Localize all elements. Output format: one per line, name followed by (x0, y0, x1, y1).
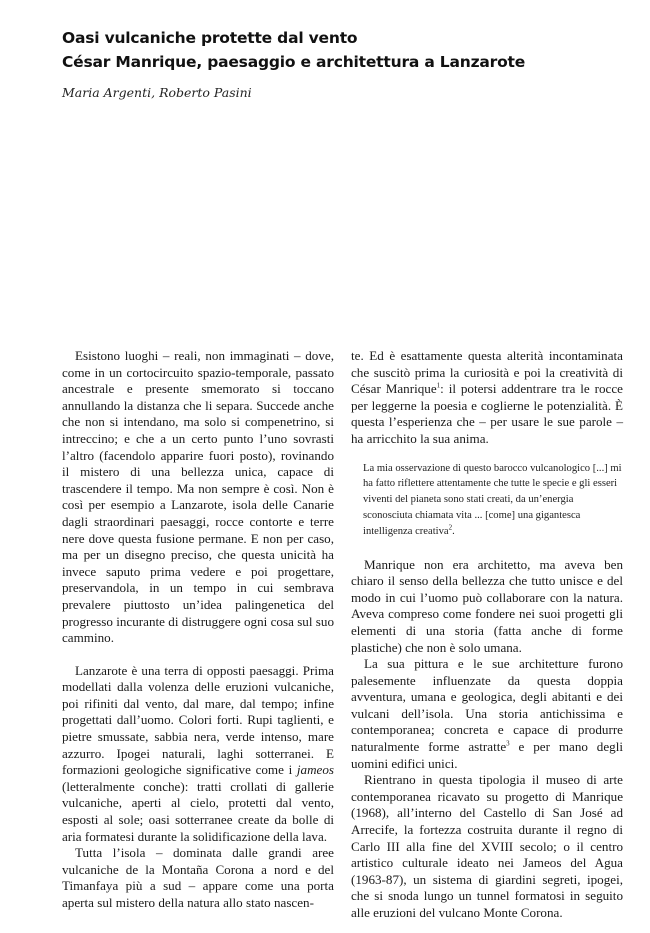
paragraph: Manrique non era architetto, ma aveva ben chiaro il senso della bellezza che tutto unisce e del modo in cui l’uomo può collaborare con la natura. Aveva compreso come fondere nei suoi progetti gli elementi di una storia (fatta anche di forme plastiche) che non è solo umana. (351, 556, 623, 655)
right-column (351, 348, 623, 922)
title-line-2: César Manrique, paesaggio e architettura a Lanzarote (62, 53, 526, 71)
block-quote: La mia osservazione di questo barocco vulcanologico [...] mi ha fatto riflettere attentamente che tutte le specie e gli esseri viventi del pianeta sono stati creati, da un’energia sconosciuta chiamata vita ... [come] una gigantesca intelligenza creativa$^2$. (363, 462, 622, 537)
paragraph: te. Ed è esattamente questa alterità incontaminata che suscitò prima la curiosità e poi la creatività di César Manrique$^1$: il potersi addentrare tra le rocce per leggerne la poesia e coglierne le potenzialità. È questa l’esperienza che – per usare le sue parole – ha arricchito la sua anima. (351, 348, 623, 446)
paragraph: Lanzarote è una terra di opposti paesaggi. Prima modellati dalla volenza delle eruzioni vulcaniche, poi rifiniti dal vento, dal mare, dal tempo; infine progettati dall’uomo. Colori forti. Rupi taglienti, e pietre smussate, sabbia nera, verde intenso, mare azzurro. Ipogei naturali, laghi sotterranei. E formazioni geologiche significative come i jameos (letteralmente conche): tratti crollati di gallerie vulcaniche, aperti al cielo, protetti dal vento, esposti al sole; oasi sotterranee create da bolle di aria formatesi durante la solidificazione della lava. (62, 662, 334, 844)
authors: Maria Argenti, Roberto Pasini (62, 85, 252, 100)
paragraph: Tutta l’isola – dominata dalle grandi aree vulcaniche de la Montaña Corona a nord e del Timanfaya più a sud – appare come una porta aperta sul mistero della natura allo stato nascen- (62, 845, 334, 910)
paragraph: Esistono luoghi – reali, non immaginati – dove, come in un cortocircuito spazio-temporale, passato ancestrale e presente smemorato si toccano annullando la distanza che li separa. Succede anche che non si intendano, ma solo si compenetrino, si intreccino; e che a un certo punto l’uno sovrasti l’altro (facendolo apparire fuori posto), rovinando il mistero di una bellezza unica, capace di trascendere il tempo. Ma non sempre è così. Non è così per esempio a Lanzarote, isola delle Canarie dagli straordinari paesaggi, rocce contorte e terre nere dove questa fusione permane. E non per caso, ma per un disegno preciso, che questa unicità ha invece saputo prima vedere e poi progettare, preservandola, in un tempo in cui sembrava prevalere piuttosto un’idea palingenetica del progresso incurante di distruggere ogni cosa sul suo cammino. (62, 348, 334, 646)
paragraph: Rientrano in questa tipologia il museo di arte contemporanea ricavato su progetto di Manrique (1968), all’interno del Castello di San José ad Arrecife, la fortezza costruita durante il regno di Carlo III alla fine del XVIII secolo; o il centro artistico culturale ideato nei Jameos del Agua (1963-87), un sistema di giardini segreti, ipogei, che si snoda lungo un tunnel formatosi in seguito alle eruzioni del vulcano Monte Corona. (351, 772, 623, 921)
footnote-ref[interactable]: 1 (436, 381, 441, 390)
footnote-ref[interactable]: 2 (448, 523, 453, 532)
article-header (62, 26, 622, 100)
article-title (62, 26, 622, 74)
left-column (62, 348, 334, 912)
paragraph: La sua pittura e le sue architetture furono palesemente influenzate da questa doppia avventura, umana e geologica, degli abitanti e dei vulcani dell’isola. Una storia antichissima e contemporanea; concreta e capace di produrre naturalmente forme astratte$^3$ e per mano degli uomini edifici unici. (351, 656, 623, 771)
footnote-ref[interactable]: 3 (506, 739, 510, 748)
italic-term: jameos (296, 762, 334, 778)
title-line-1: Oasi vulcaniche protette dal vento (62, 29, 358, 47)
